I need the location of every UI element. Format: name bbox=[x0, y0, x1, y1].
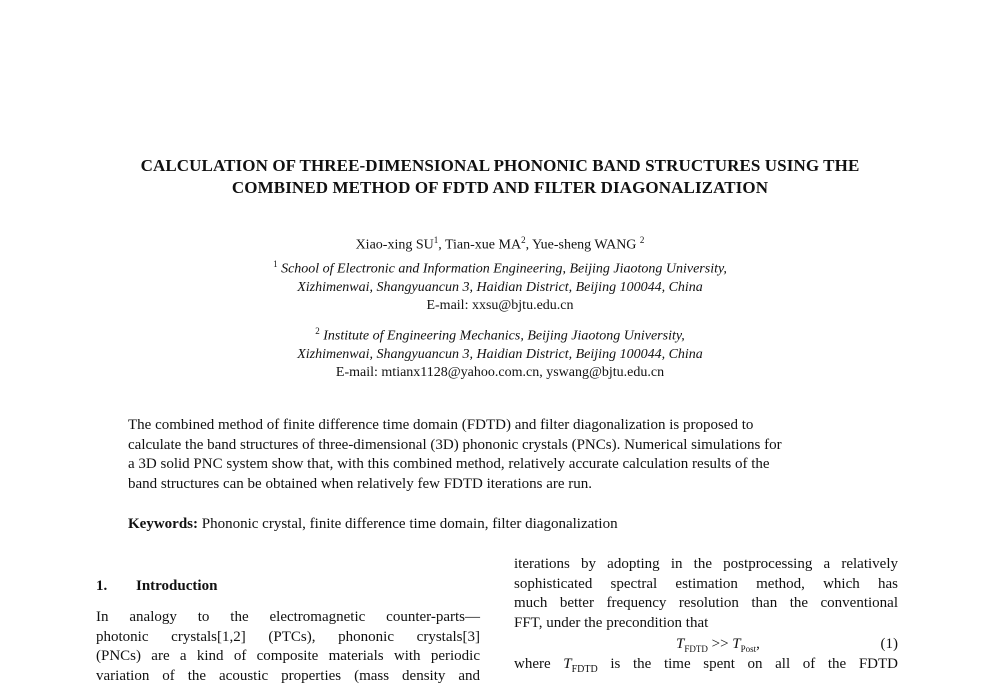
affiliation-2 bbox=[100, 322, 900, 382]
author-3-affiliation-mark: 2 bbox=[639, 235, 645, 245]
affiliation-1 bbox=[100, 255, 900, 315]
intro-line-2: photonic crystals[1,2] (PTCs), phononic crystals[3] bbox=[96, 628, 480, 645]
equation-expression bbox=[676, 633, 760, 660]
affiliation-1-line-1 bbox=[100, 255, 900, 279]
keywords-text: Phononic crystal, finite difference time domain, filter diagonalization bbox=[198, 516, 618, 532]
paper-title bbox=[60, 155, 940, 199]
author-separator: , bbox=[525, 237, 533, 253]
keywords-label: Keywords: bbox=[128, 516, 198, 532]
eq-sub-1: FDTD bbox=[684, 644, 708, 654]
abstract bbox=[128, 416, 873, 494]
title-line-1: CALCULATION OF THREE-DIMENSIONAL PHONONIC BAND STRUCTURES USING THE bbox=[140, 156, 860, 175]
author-2-affiliation-mark: 2 bbox=[521, 235, 526, 245]
affiliation-1-mark: 1 bbox=[273, 259, 278, 269]
where-prefix: where bbox=[514, 656, 564, 672]
abstract-line-1: The combined method of finite difference time domain (FDTD) and filter diagonalization is proposed to bbox=[128, 417, 754, 433]
section-number: 1. bbox=[96, 578, 108, 594]
body-line-4: FFT, under the precondition that bbox=[514, 614, 709, 631]
abstract-line-3: a 3D solid PNC system show that, with this combined method, relatively accurate calculation results of the bbox=[128, 456, 770, 472]
eq-sub-2: Post bbox=[740, 644, 757, 654]
where-sub: FDTD bbox=[571, 664, 598, 675]
eq-trailing-comma: , bbox=[756, 636, 760, 652]
where-suffix: is the time spent on all of the FDTD bbox=[597, 656, 898, 672]
abstract-line-4: band structures can be obtained when relatively few FDTD iterations are run. bbox=[128, 475, 593, 492]
equation-number: (1) bbox=[880, 636, 898, 652]
body-line-3: much better frequency resolution than the conventional bbox=[514, 595, 898, 611]
author-1: Xiao-xing SU bbox=[355, 237, 434, 253]
affiliation-2-institution: Institute of Engineering Mechanics, Beijing Jiaotong University, bbox=[323, 328, 685, 344]
affiliation-2-line-1 bbox=[100, 322, 900, 346]
body-line-1: iterations by adopting in the postprocessing a relatively bbox=[514, 556, 898, 572]
equation-1 bbox=[514, 633, 898, 655]
abstract-line-2: calculate the band structures of three-dimensional (3D) phononic crystals (PNCs). Numerical simulations for bbox=[128, 436, 782, 453]
affiliation-1-address: Xizhimenwai, Shangyuancun 3, Haidian District, Beijing 100044, China bbox=[297, 279, 703, 295]
left-column bbox=[96, 576, 480, 686]
affiliation-1-email: E-mail: xxsu@bjtu.edu.cn bbox=[426, 297, 574, 313]
author-separator: , bbox=[438, 237, 445, 253]
eq-operator: >> bbox=[707, 636, 733, 652]
title-line-2: COMBINED METHOD OF FDTD AND FILTER DIAGONALIZATION bbox=[231, 178, 769, 197]
intro-line-1: In analogy to the electromagnetic counter-parts— bbox=[96, 609, 480, 625]
where-var: T bbox=[563, 656, 572, 672]
right-column bbox=[514, 555, 898, 680]
body-line-2: sophisticated spectral estimation method, which has bbox=[514, 575, 898, 592]
author-list bbox=[100, 231, 900, 255]
eq-var-2: T bbox=[732, 636, 741, 652]
author-1-affiliation-mark: 1 bbox=[433, 235, 439, 245]
affiliation-2-address: Xizhimenwai, Shangyuancun 3, Haidian District, Beijing 100044, China bbox=[297, 346, 703, 362]
eq-var-1: T bbox=[676, 636, 685, 652]
author-3: Yue-sheng WANG bbox=[532, 237, 637, 253]
affiliation-2-email: E-mail: mtianx1128@yahoo.com.cn, yswang@bjtu.edu.cn bbox=[335, 364, 665, 380]
intro-line-3: (PNCs) are a kind of composite materials with periodic bbox=[96, 648, 480, 664]
section-heading-introduction bbox=[96, 576, 480, 596]
intro-line-4: variation of the acoustic properties (mass density and bbox=[96, 667, 480, 684]
section-title: Introduction bbox=[136, 578, 218, 594]
affiliation-2-mark: 2 bbox=[315, 326, 320, 336]
affiliation-1-institution: School of Electronic and Information Engineering, Beijing Jiaotong University, bbox=[281, 261, 727, 277]
keywords bbox=[128, 515, 873, 534]
author-2: Tian-xue MA bbox=[444, 237, 522, 253]
